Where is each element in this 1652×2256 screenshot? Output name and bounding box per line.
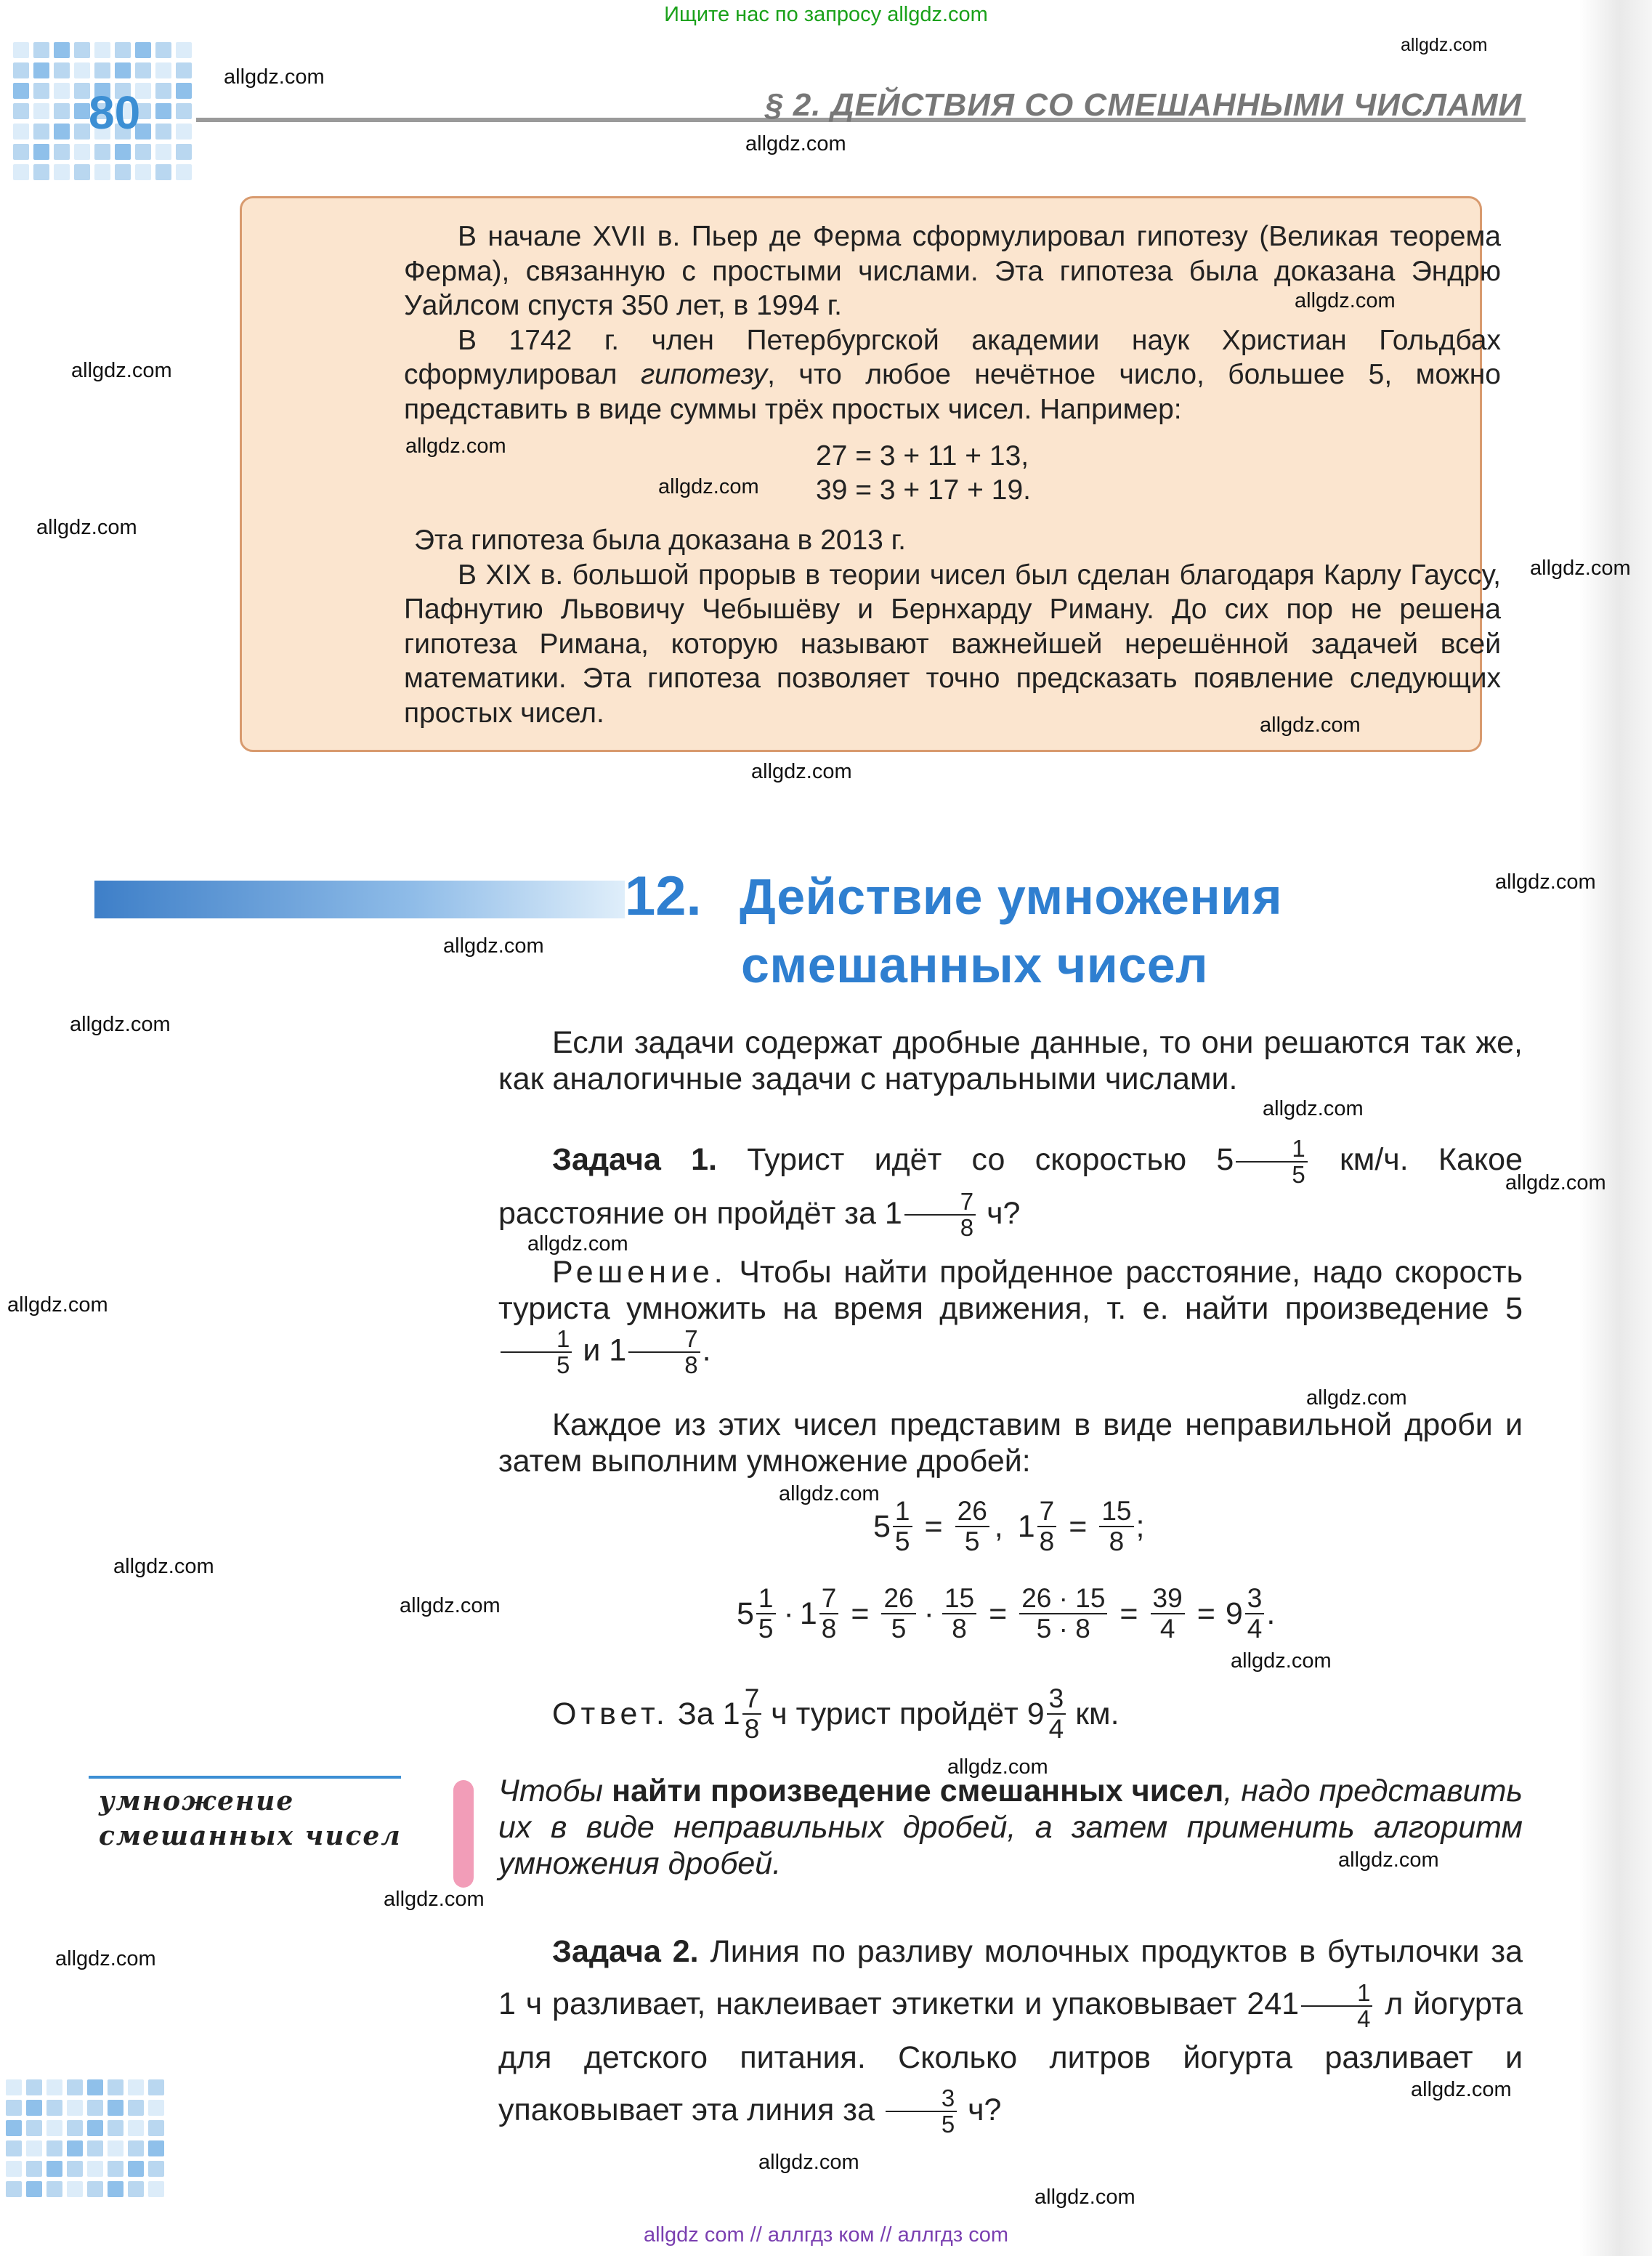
watermark: allgdz.com	[113, 1555, 214, 1578]
rule-text-bold: найти произведение смешанных чисел	[612, 1774, 1224, 1808]
solution-b-whole: 1	[609, 1333, 627, 1368]
math-a-whole: 5	[737, 1596, 754, 1631]
task-1-label: Задача 1.	[552, 1142, 718, 1177]
fraction-numerator: 7	[628, 1327, 700, 1353]
goldbach-example-2: 39 = 3 + 17 + 19.	[816, 474, 1032, 506]
watermark: allgdz.com	[70, 1013, 171, 1036]
task-1-speed-whole: 5	[1216, 1142, 1234, 1177]
solution-label: Решение.	[552, 1255, 727, 1290]
math-a-whole: 5	[873, 1508, 891, 1544]
math-b-whole: 1	[1017, 1508, 1035, 1544]
rule-marker	[453, 1780, 474, 1888]
fraction-numerator: 26	[955, 1497, 989, 1527]
math-final-fraction	[1245, 1584, 1265, 1644]
fraction-denominator: 4	[1247, 1614, 1263, 1644]
page-number: 80	[89, 86, 141, 139]
watermark: allgdz.com	[7, 1293, 108, 1317]
section-header: § 2. ДЕЙСТВИЯ СО СМЕШАННЫМИ ЧИСЛАМИ	[765, 87, 1522, 123]
fraction-denominator: 8	[1039, 1527, 1055, 1556]
answer-time-fraction	[742, 1684, 762, 1744]
task-2-text-a: Линия по разливу молочных продуктов в бутылочки за 1 ч разливает, наклеивает этикетки и упаковывает	[498, 1934, 1523, 2021]
fraction-numerator: 1	[1301, 1981, 1372, 2007]
answer-text-c: км.	[1075, 1696, 1119, 1731]
fraction-denominator: 8	[960, 1214, 974, 1242]
info-box-text-2	[404, 523, 1501, 730]
side-label	[99, 1784, 402, 1853]
fraction-denominator: 5	[758, 1614, 774, 1644]
watermark: allgdz.com	[658, 475, 759, 498]
solution-paragraph-2: Каждое из этих чисел представим в виде неправильной дроби и затем выполним умножение дробей:	[498, 1407, 1523, 1479]
fraction-denominator: 4	[1357, 2005, 1371, 2032]
fraction-denominator: 5	[941, 2111, 955, 2138]
answer-distance-fraction	[1047, 1684, 1066, 1744]
math-a-improper	[955, 1497, 989, 1556]
watermark: allgdz.com	[1260, 713, 1361, 737]
watermark: allgdz.com	[779, 1482, 880, 1505]
task-1-text-a: Турист идёт со скоростью	[747, 1142, 1187, 1177]
fraction-numerator: 1	[501, 1327, 572, 1353]
fraction-numerator: 3	[886, 2086, 957, 2112]
page-binding-shadow	[1579, 0, 1652, 2256]
watermark: allgdz.com	[745, 132, 846, 155]
rule-text-start: Чтобы	[498, 1774, 612, 1808]
side-label-line-1: умножение	[99, 1786, 295, 1816]
side-label-rule	[89, 1776, 401, 1779]
section-number: 12.	[625, 865, 702, 927]
watermark: allgdz.com	[527, 1232, 628, 1256]
watermark: allgdz.com	[1401, 35, 1488, 55]
watermark: allgdz.com	[405, 434, 506, 458]
fraction-numerator: 15	[1099, 1497, 1133, 1527]
watermark: allgdz.com	[751, 760, 852, 783]
task-1-text-c: ч?	[987, 1195, 1021, 1231]
task-1	[498, 1133, 1523, 1240]
task-2-text-b: л йогурта для детского питания. Сколько литров йогурта разливает и упаковывает эта линия за	[498, 1986, 1523, 2127]
task-2-volume-whole: 241	[1247, 1986, 1300, 2021]
watermark: allgdz.com	[1338, 1848, 1439, 1872]
fraction-denominator: 5	[891, 1614, 907, 1644]
watermark: allgdz.com	[947, 1755, 1048, 1779]
watermark: allgdz.com	[224, 65, 325, 89]
watermark: allgdz.com	[1263, 1097, 1364, 1120]
math-a-fraction	[756, 1584, 776, 1644]
fraction-numerator: 1	[1236, 1136, 1307, 1163]
fraction-denominator: 5 · 8	[1036, 1614, 1090, 1644]
answer-text-b: ч турист пройдёт	[771, 1696, 1019, 1731]
fraction-denominator: 5	[556, 1351, 570, 1378]
watermark: allgdz.com	[1530, 557, 1631, 580]
section-title-line-1: Действие умножения	[740, 868, 1283, 925]
fraction-numerator: 1	[756, 1584, 776, 1614]
answer-text-a: За	[677, 1696, 714, 1731]
solution-a-fraction	[501, 1327, 572, 1378]
fraction-numerator: 7	[819, 1584, 839, 1614]
fraction-numerator: 26 · 15	[1019, 1584, 1107, 1614]
goldbach-example-1: 27 = 3 + 11 + 13,	[816, 440, 1029, 472]
answer-distance-whole: 9	[1027, 1696, 1045, 1731]
fraction-numerator: 26	[881, 1584, 915, 1614]
task-1-time-whole: 1	[884, 1195, 902, 1231]
task-1-speed-fraction	[1236, 1136, 1307, 1187]
side-label-line-2: смешанных чисел	[99, 1821, 402, 1851]
info-paragraph-riemann: В XIX в. большой прорыв в теории чисел был сделан благодаря Карлу Гауссу, Пафнутию Львовичу Чебышёву и Бернхарду Риману. До сих пор не решена гипотеза Римана, которую называют важнейшей нерешённой задачей всей математики. Эта гипотеза позволяет точно предсказать появление следующих простых чисел.	[404, 559, 1501, 729]
fraction-denominator: 4	[1159, 1614, 1175, 1644]
solution-a-whole: 5	[1505, 1291, 1523, 1326]
top-banner-link[interactable]: Ищите нас по запросу allgdz.com	[664, 3, 988, 26]
watermark: allgdz.com	[758, 2151, 859, 2174]
fraction-numerator: 3	[1245, 1584, 1265, 1614]
fraction-numerator: 1	[893, 1497, 912, 1527]
task-2-label: Задача 2.	[552, 1934, 699, 1969]
fraction-denominator: 8	[1109, 1527, 1125, 1556]
math-b-fraction	[1037, 1497, 1057, 1556]
watermark: allgdz.com	[1411, 2078, 1512, 2101]
fraction-denominator: 8	[952, 1614, 967, 1644]
solution-b-fraction	[628, 1327, 700, 1378]
fraction-numerator: 7	[742, 1684, 762, 1715]
goldbach-examples	[816, 439, 1031, 507]
fraction-denominator: 8	[684, 1351, 698, 1378]
math-product-fraction	[1019, 1584, 1107, 1644]
fraction-denominator: 8	[744, 1714, 760, 1744]
math-b-improper	[942, 1584, 976, 1644]
task-2-text-c: ч?	[968, 2092, 1002, 2127]
math-b-fraction	[819, 1584, 839, 1644]
task-2-time-fraction	[886, 2086, 957, 2137]
math-conversion-line: 5 $\frac{1}{5}$ = $\frac{26}{5}$ , 1 $\frac{7}{8}$ = $\frac{15}{8}$ ;	[873, 1496, 1145, 1556]
answer-label: Ответ.	[552, 1696, 669, 1731]
task-1-time-fraction	[904, 1189, 976, 1240]
fraction-denominator: 5	[894, 1527, 910, 1556]
math-product-line: 5 $\frac{1}{5}$ · 1 $\frac{7}{8}$ = $\frac{26}{5}$ · $\frac{15}{8}$ = $\frac{26 \cdot 15}{5 \cdot 8}$ = $\frac{39}{4}$ = 9 $\frac{3}{4}$ .	[737, 1583, 1276, 1644]
info-goldbach-end: , что любое нечётное число, большее 5, можно представить в виде суммы трёх простых чисел. Например:	[404, 359, 1501, 425]
fraction-numerator: 15	[942, 1584, 976, 1614]
solution-and: и	[583, 1333, 601, 1368]
info-goldbach-start: В 1742 г. член Петербургской академии наук Христиан Гольдбах сформулировал	[404, 324, 1501, 390]
math-b-improper	[1099, 1497, 1133, 1556]
watermark: allgdz.com	[384, 1888, 485, 1911]
info-box-text	[404, 219, 1501, 426]
rule-text-end: , надо представить их в виде неправильных дробей, а затем применить алгоритм умножения дробей.	[498, 1774, 1523, 1881]
solution-paragraph: Решение. Чтобы найти пройденное расстояние, надо скорость туриста умножить на время движения, т. е. найти произведение 5 $\frac{1}{5}$ и 1 $\frac{7}{8}$ .	[498, 1255, 1523, 1378]
watermark: allgdz.com	[1495, 870, 1596, 894]
task-2-volume-fraction	[1301, 1978, 1372, 2032]
decorative-mosaic-bottom	[6, 2079, 164, 2197]
watermark: allgdz.com	[55, 1947, 156, 1970]
info-paragraph-proved: Эта гипотеза была доказана в 2013 г.	[414, 525, 906, 556]
bottom-banner-link[interactable]: allgdz com // аллгдз ком // аллгдз com	[644, 2223, 1008, 2247]
watermark: allgdz.com	[400, 1594, 501, 1617]
fraction-numerator: 7	[904, 1189, 976, 1216]
fraction-numerator: 39	[1151, 1584, 1185, 1614]
fraction-numerator: 7	[1037, 1497, 1057, 1527]
answer-line	[552, 1684, 1119, 1744]
info-goldbach-italic: гипотезу	[640, 359, 768, 390]
info-paragraph-goldbach	[404, 323, 1501, 427]
watermark: allgdz.com	[1231, 1649, 1332, 1673]
section-title-line-2: смешанных чисел	[741, 937, 1209, 993]
answer-time-whole: 1	[722, 1696, 740, 1731]
watermark: allgdz.com	[1034, 2186, 1135, 2209]
fraction-denominator: 5	[964, 1527, 980, 1556]
math-a-improper	[881, 1584, 915, 1644]
task-2	[498, 1925, 1523, 2137]
task-1-text-b: км/ч. Какое расстояние он пройдёт за	[498, 1142, 1523, 1231]
watermark: allgdz.com	[1295, 289, 1396, 312]
math-result-fraction	[1151, 1584, 1185, 1644]
section-title-bar	[94, 881, 625, 918]
watermark: allgdz.com	[36, 516, 137, 539]
fraction-numerator: 3	[1047, 1684, 1066, 1715]
math-final-whole: 9	[1225, 1596, 1243, 1631]
math-b-whole: 1	[799, 1596, 817, 1631]
fraction-denominator: 5	[1292, 1160, 1305, 1188]
fraction-denominator: 4	[1048, 1714, 1064, 1744]
intro-paragraph: Если задачи содержат дробные данные, то они решаются так же, как аналогичные задачи с натуральными числами.	[498, 1025, 1523, 1096]
info-paragraph-fermat: В начале XVII в. Пьер де Ферма сформулировал гипотезу (Великая теорема Ферма), связанную с простыми числами. Эта гипотеза была доказана Эндрю Уайлсом спустя 350 лет, в 1994 г.	[404, 221, 1501, 321]
watermark: allgdz.com	[1306, 1386, 1407, 1410]
solution-text: Чтобы найти пройденное расстояние, надо скорость туриста умножить на время движения, т. е. найти произведение	[498, 1255, 1523, 1326]
math-a-fraction	[893, 1497, 912, 1556]
watermark: allgdz.com	[71, 359, 172, 382]
watermark: allgdz.com	[443, 934, 544, 958]
watermark: allgdz.com	[1505, 1171, 1606, 1194]
fraction-denominator: 8	[821, 1614, 837, 1644]
